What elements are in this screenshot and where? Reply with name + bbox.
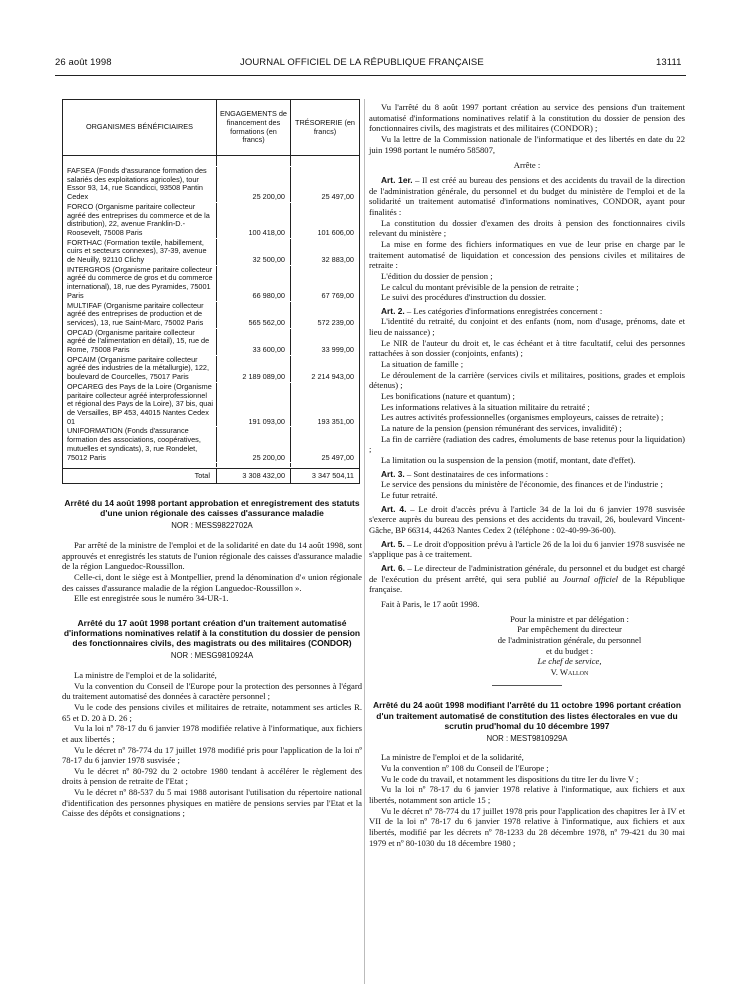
list-item: Le déroulement de la carrière (services civils et militaires, positions, grades et emplois détenus) ; [369,369,685,391]
arrete2-para: Vu la convention du Conseil de l'Europe pour la protection des personnes à l'égard du traitement automatisé des données à caractère personnel ; [62,680,362,702]
org-cell: FORTHAC (Formation textile, habillement, cuirs et secteurs connexes), 37-39, avenue de Neuilly, 92110 Clichy [67,237,207,265]
column-divider [364,99,365,984]
list-item: La fin de carrière (radiation des cadres, émoluments de base retenus pour la liquidation) ; [369,433,685,455]
tresorerie-cell: 33 999,00 [290,329,359,355]
arrete2-para: Vu le décret nº 80-792 du 2 octobre 1980 tendant à accélérer le règlement des droits à pension de retraite de l'Etat ; [62,765,362,787]
org-cell: FAFSEA (Fonds d'assurance formation des salariés des exploitations agricoles), tour Essor 93, 14, rue Scandicci, 93508 Pantin Cedex [67,166,207,202]
engagement-cell: 191 093,00 [216,383,290,427]
col-header-engagements: ENGAGEMENTS de financement des formations (en francs) [216,100,290,155]
art2-label: Art. 2. [381,305,405,316]
list-item: La nature de la pension (pension rémunérant des services, invalidité) ; [381,423,622,434]
table-row [63,203,359,239]
table-row [63,266,359,302]
arrete1-para: Par arrêté de la ministre de l'emploi et de la solidarité en date du 14 août 1998, sont approuvés et enregistrés les statuts de l'union régionale des caisses d'assurance maladie de la région Languedoc-Roussillon. [62,540,362,572]
total-label: Total [194,470,210,480]
list-item: La constitution du dossier d'examen des droits à pension des fonctionnaires civils relevant du ministère ; [369,217,685,239]
page-number: 13111 [656,57,682,68]
art1-label: Art. 1er. [381,174,413,185]
arrete1-para: Celle-ci, dont le siège est à Montpellier, prend la dénomination d'« union régionale des caisses d'assurance maladie de la région Languedoc-Roussillon ». [62,572,362,593]
art6-text: – Le directeur de l'administration générale, du personnel et du budget est chargé de l'exécution du présent arrêté, qui sera publié au [369,562,685,584]
arrete1-para: Elle est enregistrée sous le numéro 34-UR-1. [74,593,229,604]
arrete2-para: La ministre de l'emploi et de la solidarité, [74,669,217,680]
list-item: La mise en forme des fichiers informatiques en vue de leur prise en charge par le traitement automatisé de liquidation et concession des pensions civiles et militaires de retraite : [369,238,685,271]
arrete2-para: Vu la loi nº 78-17 du 6 janvier 1978 modifiée relative à l'informatique, aux fichiers et aux libertés ; [62,723,362,744]
page-date: 26 août 1998 [55,57,112,68]
list-item: Les autres activités professionnelles (organismes employeurs, caisses de retraite) ; [381,412,664,423]
engagement-cell: 32 500,00 [216,239,290,265]
art4-label: Art. 4. [381,503,407,514]
art3-label: Art. 3. [381,468,405,479]
arrete3-para: Vu le décret nº 78-774 du 17 juillet 1978 pris pour l'application des chapitres Ier à IV et VII de la loi nº 78-17 du 6 janvier 1978 relative à l'informatique, aux fichiers et aux libertés, modifié par les décrets nº 78-1233 du 28 décembre 1978, nº 79-421 du 30 mai 1979 et nº 80-1030 du 18 décembre 1980 ; [369,805,685,848]
journal-title: JOURNAL OFFICIEL DE LA RÉPUBLIQUE FRANÇAISE [240,57,484,68]
art4-text: – Le droit d'accès prévu à l'article 34 de la loi du 6 janvier 1978 susvisée s'exerce auprès du bureau des pensions et des accidents du travail, 26, boulevard Vincent-Gâche, BP 66314, 44263 Nantes Cedex 2 (téléphone : 02-40-99-36-00). [369,503,685,535]
list-item: Le NIR de l'auteur du droit et, le cas échéant et à titre facultatif, celui des personnes rattachées à son dossier (conjoints, enfants) ; [369,337,685,359]
arrete2-para: Vu l'arrêté du 8 août 1997 portant création au service des pensions d'un traitement automatisé d'informations nominatives relatif à la constitution du dossier de pension des fonctionnaires civils, des magistrats et des militaires (CONDOR) ; [369,102,685,134]
org-cell: UNIFORMATION (Fonds d'assurance formation des associations, coopératives, mutuelles et syndicats), 3, rue Rondelet, 75012 Paris [67,426,201,462]
art5-label: Art. 5. [381,538,405,549]
table-row [63,356,359,383]
arrete1-title: Arrêté du 14 août 1998 portant approbation et enregistrement des statuts d'une union régionale des caisses d'assurance maladie [64,498,360,519]
tresorerie-cell: 25 497,00 [290,167,359,202]
org-cell: MULTIFAF (Organisme paritaire collecteur agréé des entreprises de production et de services), 13, rue Saint-Marc, 75002 Paris [67,300,204,327]
table-row [63,302,359,329]
engagement-cell: 66 980,00 [216,266,290,301]
arrete3-title: Arrêté du 24 août 1998 modifiant l'arrêté du 11 octobre 1996 portant création d'un traitement automatisé de constitution des listes électorales en vue du scrutin prud'homal du 10 décembre 1997 [372,700,682,731]
engagement-cell: 25 200,00 [216,427,290,462]
org-cell: OPCAIM (Organisme paritaire collecteur agréé des industries de la métallurgie), 122, boulevard de Courcelles, 75017 Paris [67,354,209,382]
signature-line: Pour la ministre et par délégation : [510,613,629,624]
table-row [63,427,359,463]
arrete3-para: La ministre de l'emploi et de la solidarité, [381,752,524,763]
art5-text: – Le droit d'opposition prévu à l'article 26 de la loi du 6 janvier 1978 susvisée ne s'applique pas à ce traitement. [369,538,685,560]
arrete1-nor: NOR : MESS9822702A [171,521,253,531]
list-item: La situation de famille ; [381,359,464,370]
arrete3-para: Vu le code du travail, et notamment les dispositions du titre Ier du livre V ; [381,773,639,784]
tresorerie-cell: 101 606,00 [290,203,359,238]
arrete3-nor: NOR : MEST9810929A [486,733,568,743]
arrete2-nor: NOR : MESG9810924A [170,651,254,661]
list-item: L'édition du dossier de pension ; [381,270,493,281]
art1-text: – Il est créé au bureau des pensions et des accidents du travail de la direction de l'administration générale, du personnel et du budget du ministère de l'emploi et de la solidarité un traitement automatisé d'informations nominatives, CONDOR, ayant pour finalités : [369,174,685,217]
list-item: Les bonifications (nature et quantum) ; [381,391,515,402]
signature-line: et du budget : [545,645,594,656]
table-header [63,100,359,156]
engagement-cell: 25 200,00 [216,167,290,202]
art6-end: de la République française. [369,573,685,595]
arrete2-para: Vu le décret nº 78-774 du 17 juillet 1978 modifié pris pour l'application de la loi nº 78-17 du 6 janvier 1978 susvisée ; [62,744,362,766]
engagement-cell: 33 600,00 [216,329,290,355]
org-cell: OPCAREG des Pays de la Loire (Organisme paritaire collecteur agréé interprofessionnel et régional des Pays de la Loire), 37 bis, quai de Versailles, BP 453, 44015 Nantes Cedex 01 [67,381,214,426]
list-item: Le suivi des procédures d'instruction du dossier. [381,292,547,303]
signature-name: V. Wallon [550,666,589,677]
signature-line: de l'administration générale, du personnel [497,634,642,645]
total-tresorerie: 3 347 504,11 [290,469,359,483]
list-item: Les informations relatives à la situation militaire du retraité ; [381,401,590,412]
list-item: Le service des pensions du ministère de l'économie, des finances et de l'industrie ; [381,479,663,490]
arrete2-title: Arrêté du 17 août 1998 portant création d'un traitement automatisé d'informations nominatives relatif à la constitution du dossier de pension des fonctionnaires civils, des magistrats ou des militaires (CONDOR) [63,617,361,649]
art3-text: – Sont destinataires de ces informations : [404,468,549,479]
tresorerie-cell: 32 883,00 [290,239,359,265]
list-item: La limitation ou la suspension de la pension (motif, montant, date d'effet). [381,455,636,465]
tresorerie-cell: 193 351,00 [290,383,359,427]
arrete3-para: Vu la convention nº 108 du Conseil de l'Europe ; [381,763,549,774]
fait-a-paris: Fait à Paris, le 17 août 1998. [381,598,480,609]
list-item: Le futur retraité. [381,489,438,500]
list-item: L'identité du retraité, du conjoint et des enfants (nom, nom d'usage, prénoms, date et lieu de naissance) ; [369,316,685,338]
engagement-cell: 2 189 089,00 [216,356,290,382]
org-cell: OPCAD (Organisme paritaire collecteur agréé de l'alimentation en détail), 15, rue de Rome, 75008 Paris [67,327,210,355]
journal-officiel-italic: Journal officiel [563,573,619,584]
art2-text: – Les catégories d'informations enregistrées concernent : [404,305,603,316]
arrete-word: Arrête : [513,160,541,171]
tresorerie-cell: 572 239,00 [290,302,359,328]
total-engagements: 3 308 432,00 [216,469,290,483]
arrete2-para: Vu la lettre de la Commission nationale de l'informatique et des libertés en date du 22 juin 1998 portant le numéro 585807, [369,133,685,155]
table-row [63,167,359,203]
tresorerie-cell: 2 214 943,00 [290,356,359,382]
left-column [62,99,362,819]
funding-table [62,99,360,484]
table-row [63,383,359,428]
table-row [63,329,359,356]
signature-line: Par empêchement du directeur [517,624,622,635]
tresorerie-cell: 67 769,00 [290,266,359,301]
engagement-cell: 100 418,00 [216,203,290,238]
table-row [63,239,359,266]
arrete2-para: Vu le décret nº 88-537 du 5 mai 1988 autorisant l'utilisation du répertoire national d'identification des personnes physiques en matière de pensions servies par l'Etat et la Caisse des dépôts et consignations ; [62,787,362,819]
section-separator [492,685,562,686]
art6-label: Art. 6. [381,562,405,573]
org-cell: INTERGROS (Organisme paritaire collecteur agréé du commerce de gros et du commerce international), 18, rue des Pyramides, 75001 Paris [67,264,213,300]
tresorerie-cell: 25 497,00 [290,427,359,462]
table-body [63,156,359,468]
signature-role: Le chef de service, [537,656,602,667]
arrete2-para: Vu le code des pensions civiles et militaires de retraite, notamment ses articles R. 65 et D. 20 à D. 26 ; [62,701,362,723]
col-header-organisms: ORGANISMES BÉNÉFICIAIRES [85,122,194,132]
arrete3-para: Vu la loi nº 78-17 du 6 janvier 1978 relative à l'informatique, aux fichiers et aux libertés, notamment son article 15 ; [369,784,685,806]
table-total-row [63,468,359,483]
org-cell: FORCO (Organisme paritaire collecteur agréé des entreprises du commerce et de la distribution), 22, avenue Franklin-D.-Roosevelt, 75008 Paris [67,201,210,237]
col-header-tresorerie: TRÉSORERIE (en francs) [290,100,359,155]
right-column [369,102,685,848]
list-item: Le calcul du montant prévisible de la pension de retraite ; [381,281,579,292]
engagement-cell: 565 562,00 [216,302,290,328]
header-rule [55,75,686,76]
